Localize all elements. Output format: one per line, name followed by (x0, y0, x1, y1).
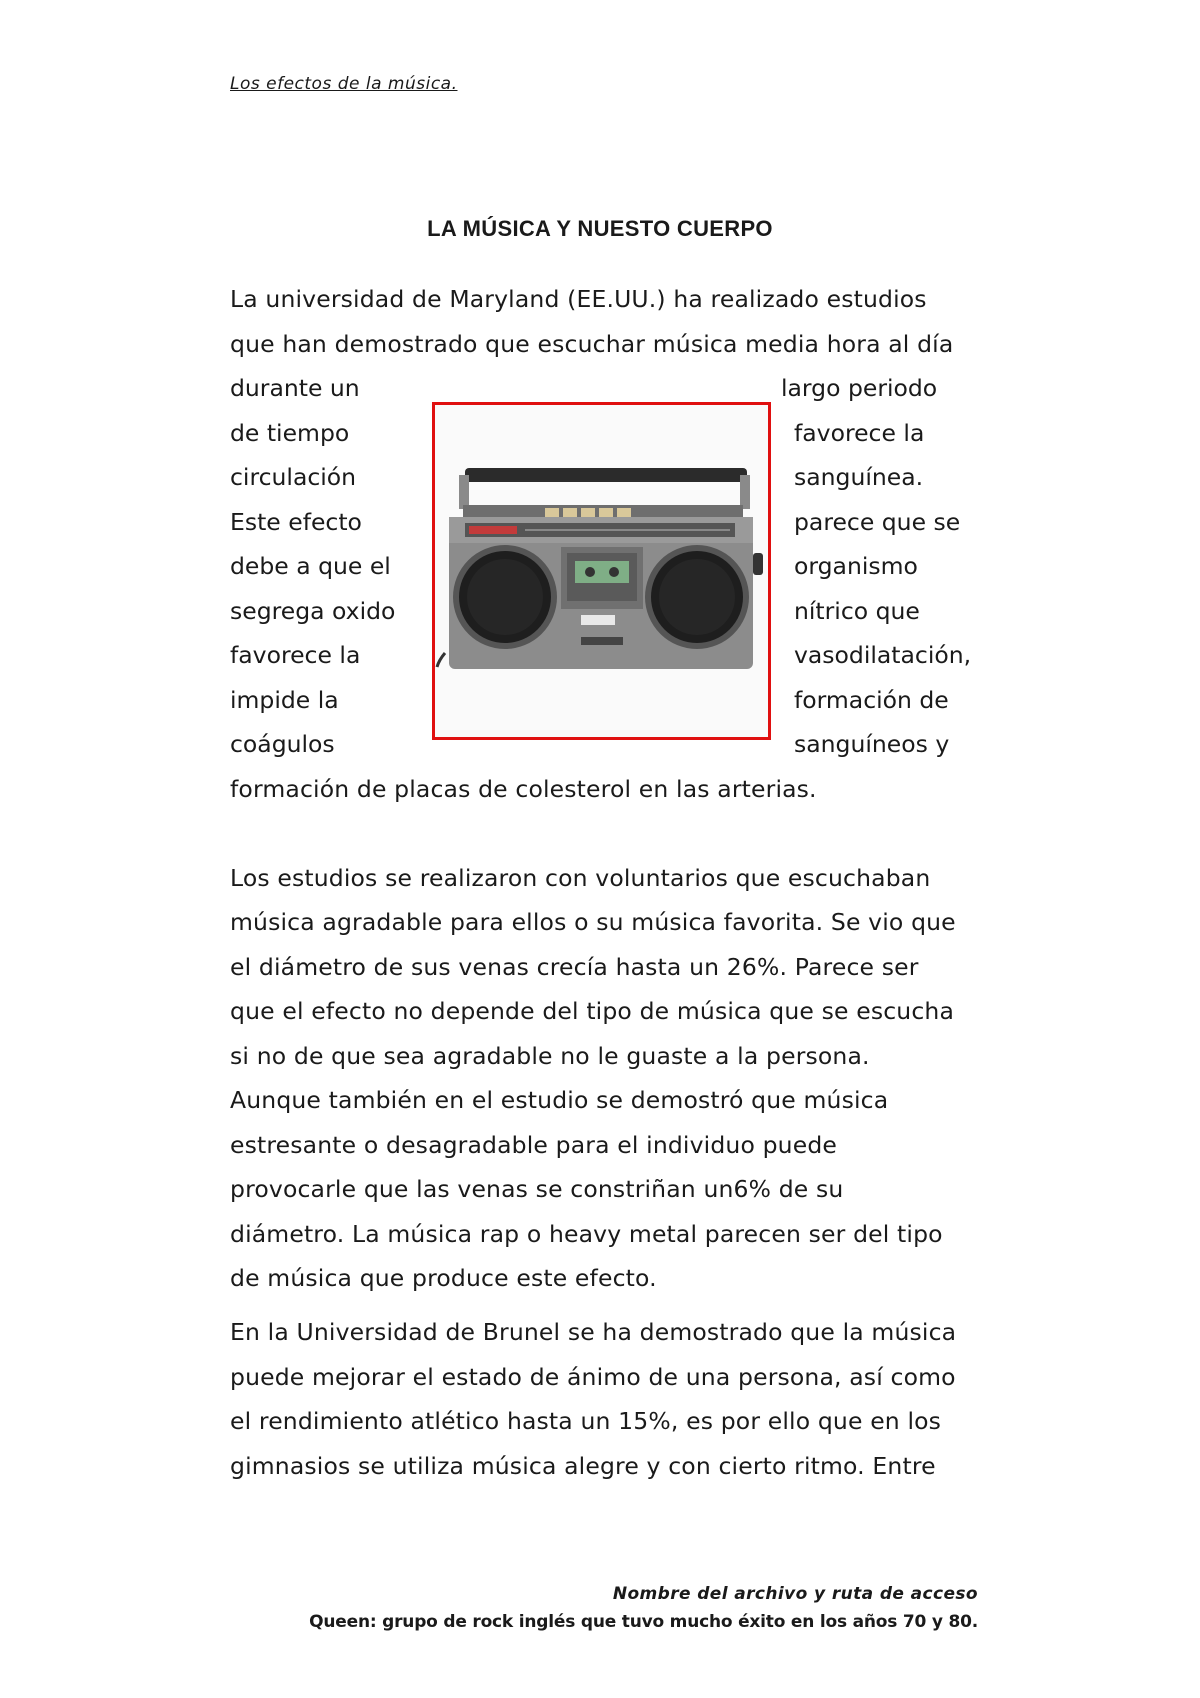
text-line: En la Universidad de Brunel se ha demostrado que la música (230, 1318, 957, 1346)
footer-note: Queen: grupo de rock inglés que tuvo mucho éxito en los años 70 y 80. (309, 1612, 978, 1632)
text-line: música agradable para ellos o su música favorita. Se vio que (230, 908, 956, 936)
boombox-image (432, 402, 771, 740)
text-line: La universidad de Maryland (EE.UU.) ha realizado estudios (230, 285, 927, 313)
wrapped-right: vasodilatación, (794, 641, 972, 669)
paragraph-2 (230, 856, 990, 1301)
text-line: el rendimiento atlético hasta un 15%, es por ello que en los (230, 1407, 942, 1435)
text-line: formación de placas de colesterol en las arterias. (230, 774, 817, 803)
wrapped-left: coágulos (230, 730, 335, 758)
text-line: de música que produce este efecto. (230, 1264, 657, 1292)
wrapped-left: segrega oxido (230, 596, 396, 625)
paragraph-1-intro (230, 277, 990, 366)
wrapped-right: sanguíneos y (794, 730, 950, 758)
header-title: Los efectos de la música. (230, 74, 458, 94)
wrapped-right: organismo (794, 552, 918, 580)
footer-filename: Nombre del archivo y ruta de acceso (612, 1584, 978, 1604)
wrapped-right: formación de (794, 685, 949, 714)
text-line: Aunque también en el estudio se demostró que música (230, 1086, 889, 1114)
wrapped-right: nítrico que (794, 596, 920, 625)
text-line: que el efecto no depende del tipo de música que se escucha (230, 997, 955, 1025)
wrapped-right: favorece la (794, 418, 925, 447)
wrapped-left: durante un (230, 374, 360, 402)
wrapped-left: debe a que el (230, 552, 391, 580)
paragraph-1-end (230, 767, 990, 812)
wrapped-left: favorece la (230, 641, 361, 669)
text-line: puede mejorar el estado de ánimo de una persona, así como (230, 1362, 956, 1391)
text-line: si no de que sea agradable no le guaste a la persona. (230, 1041, 870, 1070)
wrapped-left: impide la (230, 685, 339, 714)
text-line: el diámetro de sus venas crecía hasta un 26%. Parece ser (230, 952, 919, 981)
text-line: diámetro. La música rap o heavy metal parecen ser del tipo (230, 1219, 943, 1248)
wrapped-right: parece que se (794, 507, 961, 536)
wrapped-left: circulación (230, 463, 357, 491)
text-line: gimnasios se utiliza música alegre y con cierto ritmo. Entre (230, 1451, 936, 1480)
paragraph-3 (230, 1310, 990, 1488)
page-header (230, 74, 476, 94)
text-line: Los estudios se realizaron con voluntarios que escuchaban (230, 863, 931, 892)
boombox-photo-icon (435, 405, 768, 737)
text-line: provocarle que las venas se constriñan un6% de su (230, 1175, 844, 1203)
wrapped-left: Este efecto (230, 507, 362, 536)
text-line: estresante o desagradable para el individuo puede (230, 1130, 838, 1159)
wrapped-right: sanguínea. (794, 463, 924, 491)
wrapped-right: largo periodo (781, 374, 938, 402)
page-title: LA MÚSICA Y NUESTO CUERPO (427, 216, 773, 241)
wrapped-left: de tiempo (230, 418, 350, 447)
text-line: que han demostrado que escuchar música media hora al día (230, 329, 954, 358)
